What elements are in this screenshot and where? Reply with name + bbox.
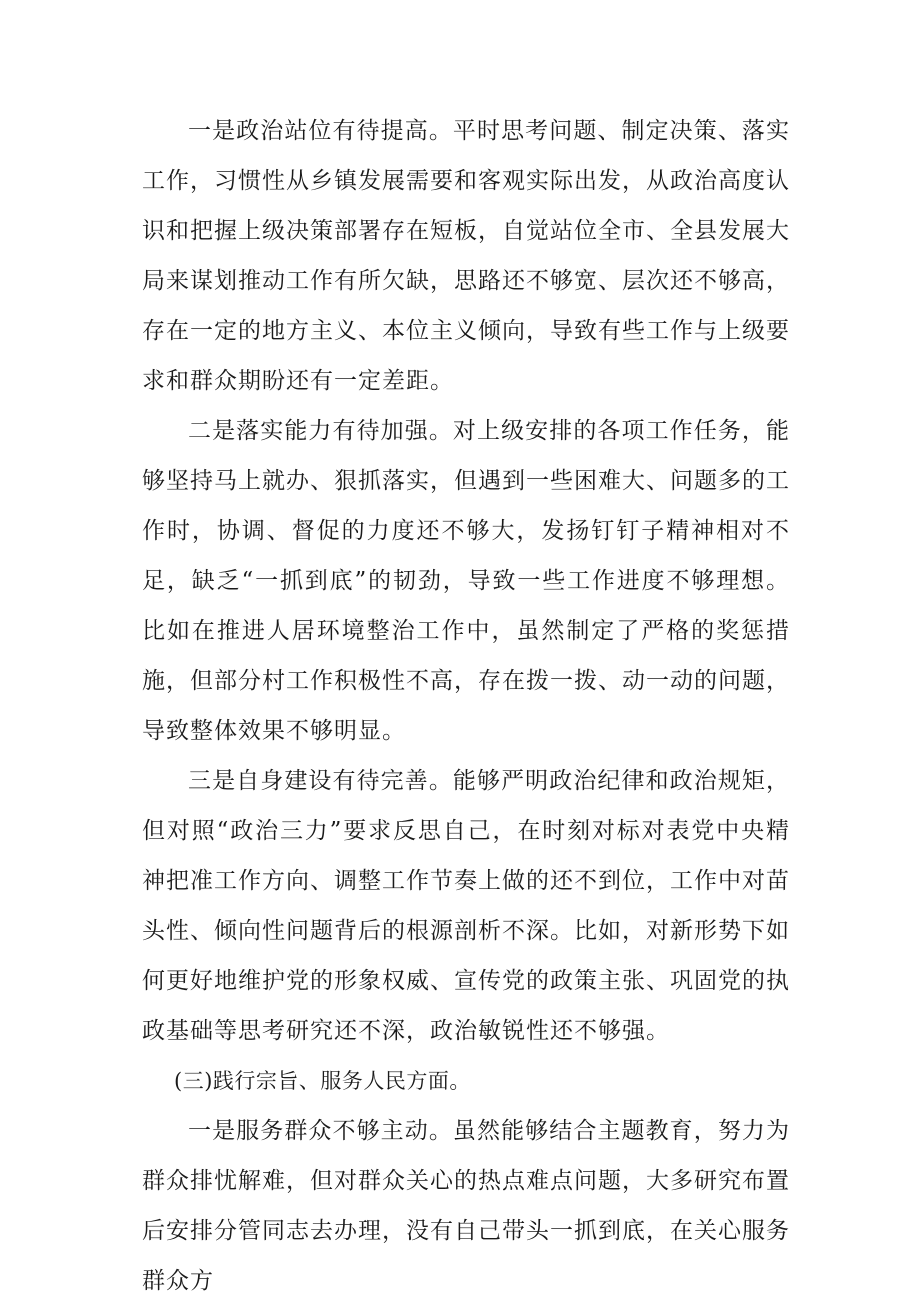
document-page — [142, 106, 790, 1306]
paragraph-implementation-ability: 二是落实能力有待加强。对上级安排的各项工作任务，能够坚持马上就办、狠抓落实，但遇到一些困难大、问题多的工作时，协调、督促的力度还不够大，发扬钉钉子精神相对不足，缺乏“一抓到底”的韧劲，导致一些工作进度不够理想。比如在推进人居环境整治工作中，虽然制定了严格的奖惩措施，但部分村工作积极性不高，存在拨一拨、动一动的问题，导致整体效果不够明显。 — [142, 418, 790, 744]
paragraph-self-building: 三是自身建设有待完善。能够严明政治纪律和政治规矩，但对照“政治三力”要求反思自己，在时刻对标对表党中央精神把准工作方向、调整工作节奏上做的还不到位，工作中对苗头性、倾向性问题背后的根源剖析不深。比如，对新形势下如何更好地维护党的形象权威、宣传党的政策主张、巩固党的执政基础等思考研究还不深，政治敏锐性还不够强。 — [142, 768, 790, 1044]
section-heading: (三)践行宗旨、服务人民方面。 — [174, 1069, 471, 1093]
paragraph-political-standing: 一是政治站位有待提高。平时思考问题、制定决策、落实工作，习惯性从乡镇发展需要和客观实际出发，从政治高度认识和把握上级决策部署存在短板，自觉站位全市、全县发展大局来谋划推动工作有所欠缺，思路还不够宽、层次还不够高，存在一定的地方主义、本位主义倾向，导致有些工作与上级要求和群众期盼还有一定差距。 — [142, 118, 790, 394]
paragraph-serving-masses: 一是服务群众不够主动。虽然能够结合主题教育，努力为群众排忧解难，但对群众关心的热点难点问题，大多研究布置后安排分管同志去办理，没有自己带头一抓到底，在关心服务群众方 — [142, 1118, 790, 1294]
